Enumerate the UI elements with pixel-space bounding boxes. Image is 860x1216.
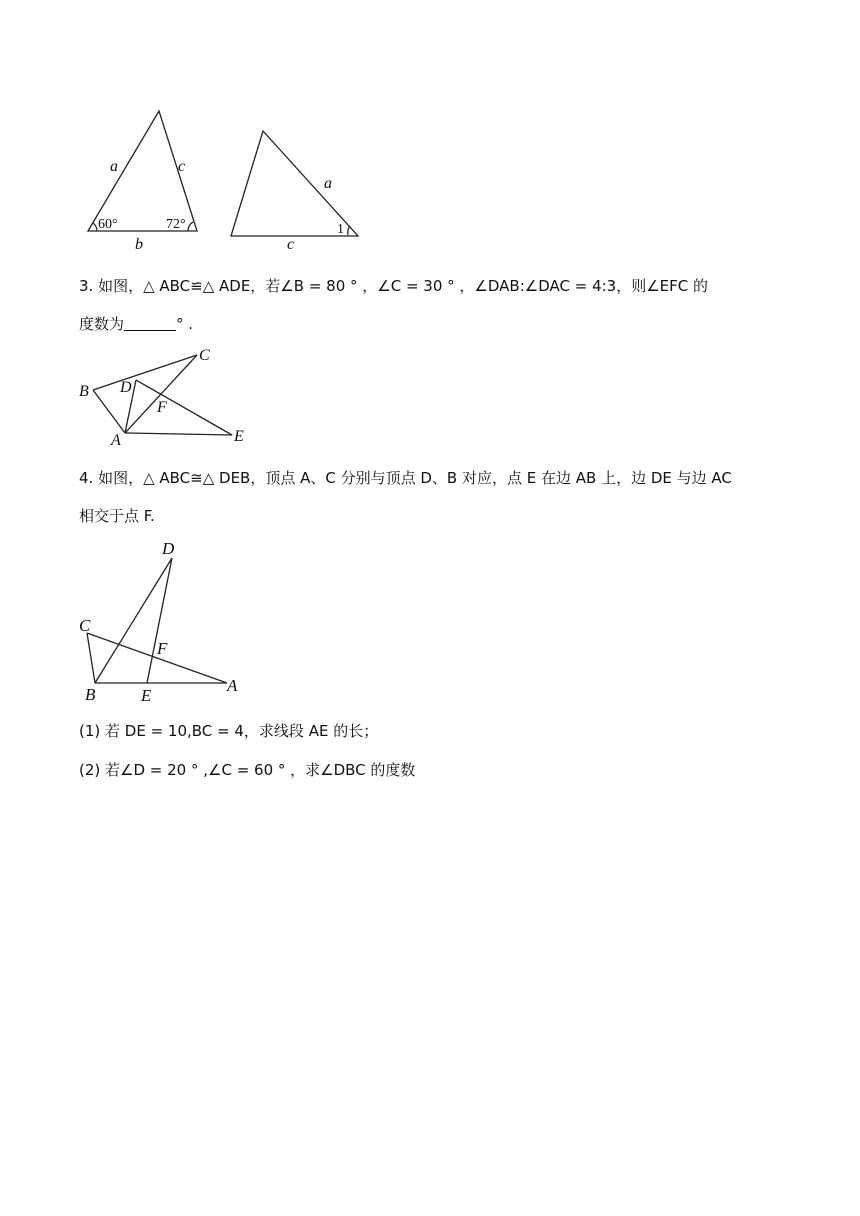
angle-arc-72: [188, 222, 193, 231]
point-b-label: B: [79, 383, 89, 400]
point-e-label: E: [234, 428, 244, 445]
point-b-label: B: [85, 685, 96, 704]
triangle-figure-left: [80, 105, 210, 255]
q4-line1: 4. 如图，△ ABC≅△ DEB，顶点 A、C 分别与顶点 D、B 对应，点 E 在边 AB 上，边 DE 与边 AC: [79, 469, 732, 487]
side-a-label: a: [324, 175, 332, 192]
point-d-label: D: [120, 379, 132, 396]
point-a-label: A: [227, 676, 238, 695]
side-c-label: c: [287, 236, 295, 253]
q4-line2: 相交于点 F.: [79, 507, 155, 525]
segment-ab: [93, 390, 125, 433]
q3-line2-before: 度数为: [79, 315, 125, 333]
point-e-label: E: [141, 686, 152, 705]
angle-1-label: 1: [337, 222, 344, 237]
q4-figure: [75, 537, 250, 707]
angle-72-label: 72°: [166, 217, 186, 232]
point-c-label: C: [199, 347, 210, 364]
angle-1-arc: [348, 226, 350, 235]
q3-line2: [79, 314, 193, 334]
segment-ae: [125, 433, 232, 435]
q3-figure: [75, 342, 260, 452]
q4-sub1: (1) 若 DE = 10,BC = 4，求线段 AE 的长；: [79, 722, 379, 740]
q3-line1: 3. 如图，△ ABC≌△ ADE，若∠B = 80 ° ，∠C = 30 ° ，∠DAB:∠DAC = 4:3，则∠EFC 的: [79, 277, 709, 295]
side-c-label: c: [178, 158, 186, 175]
triangle-outline: [231, 131, 358, 236]
side-b-label: b: [135, 236, 143, 253]
angle-60-label: 60°: [98, 217, 118, 232]
segment-bd: [95, 558, 172, 683]
point-f-label: F: [157, 399, 167, 416]
segment-de: [136, 380, 232, 435]
point-f-label: F: [157, 639, 168, 658]
triangle-figure-right: [225, 125, 370, 255]
point-c-label: C: [79, 616, 91, 635]
answer-blank[interactable]: [124, 316, 176, 331]
angle-arc-60: [93, 223, 97, 231]
segment-cb: [87, 633, 95, 683]
q3-line2-after: ° .: [176, 315, 194, 333]
side-a-label: a: [110, 158, 118, 175]
point-d-label: D: [162, 539, 175, 558]
q4-sub2: (2) 若∠D = 20 ° ,∠C = 60 ° ，求∠DBC 的度数: [79, 761, 416, 779]
point-a-label: A: [111, 432, 121, 449]
segment-de: [147, 558, 172, 683]
